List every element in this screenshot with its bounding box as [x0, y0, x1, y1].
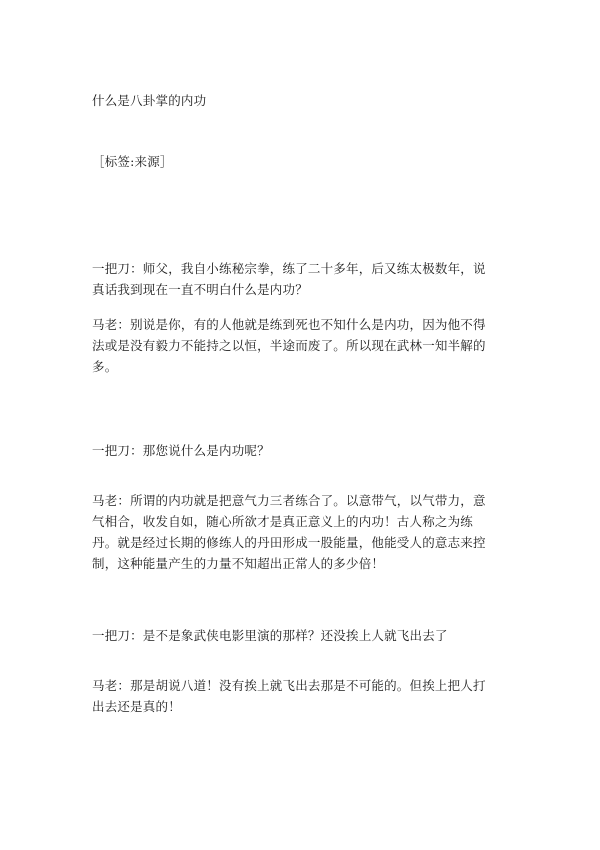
document-tags: ［标签:来源］ [92, 154, 173, 169]
paragraph-question-2: 一把刀：那您说什么是内功呢？ [92, 443, 270, 458]
paragraph-answer-2: 马老：所谓的内功就是把意气力三者练合了。以意带气，以气带力，意气相合，收发自如，随心所欲才是真正意义上的内功！古人称之为练丹。就是经过长期的修练人的丹田形成一股能量，他能受人的意志来控制，这种能量产生的力量不知超出正常人的多少倍！ [92, 493, 486, 571]
document-title: 什么是八卦掌的内功 [92, 93, 207, 108]
paragraph-question-3: 一把刀：是不是象武侠电影里演的那样？还没挨上人就飞出去了 [92, 628, 448, 643]
paragraph-answer-1: 马老：别说是你，有的人他就是练到死也不知什么是内功，因为他不得法或是没有毅力不能持之以恒，半途而废了。所以现在武林一知半解的多。 [92, 317, 486, 374]
paragraph-question-1: 一把刀：师父，我自小练秘宗拳，练了二十多年，后又练太极数年，说真话我到现在一直不明白什么是内功？ [92, 261, 486, 297]
paragraph-answer-3: 马老：那是胡说八道！没有挨上就飞出去那是不可能的。但挨上把人打出去还是真的！ [92, 678, 486, 714]
